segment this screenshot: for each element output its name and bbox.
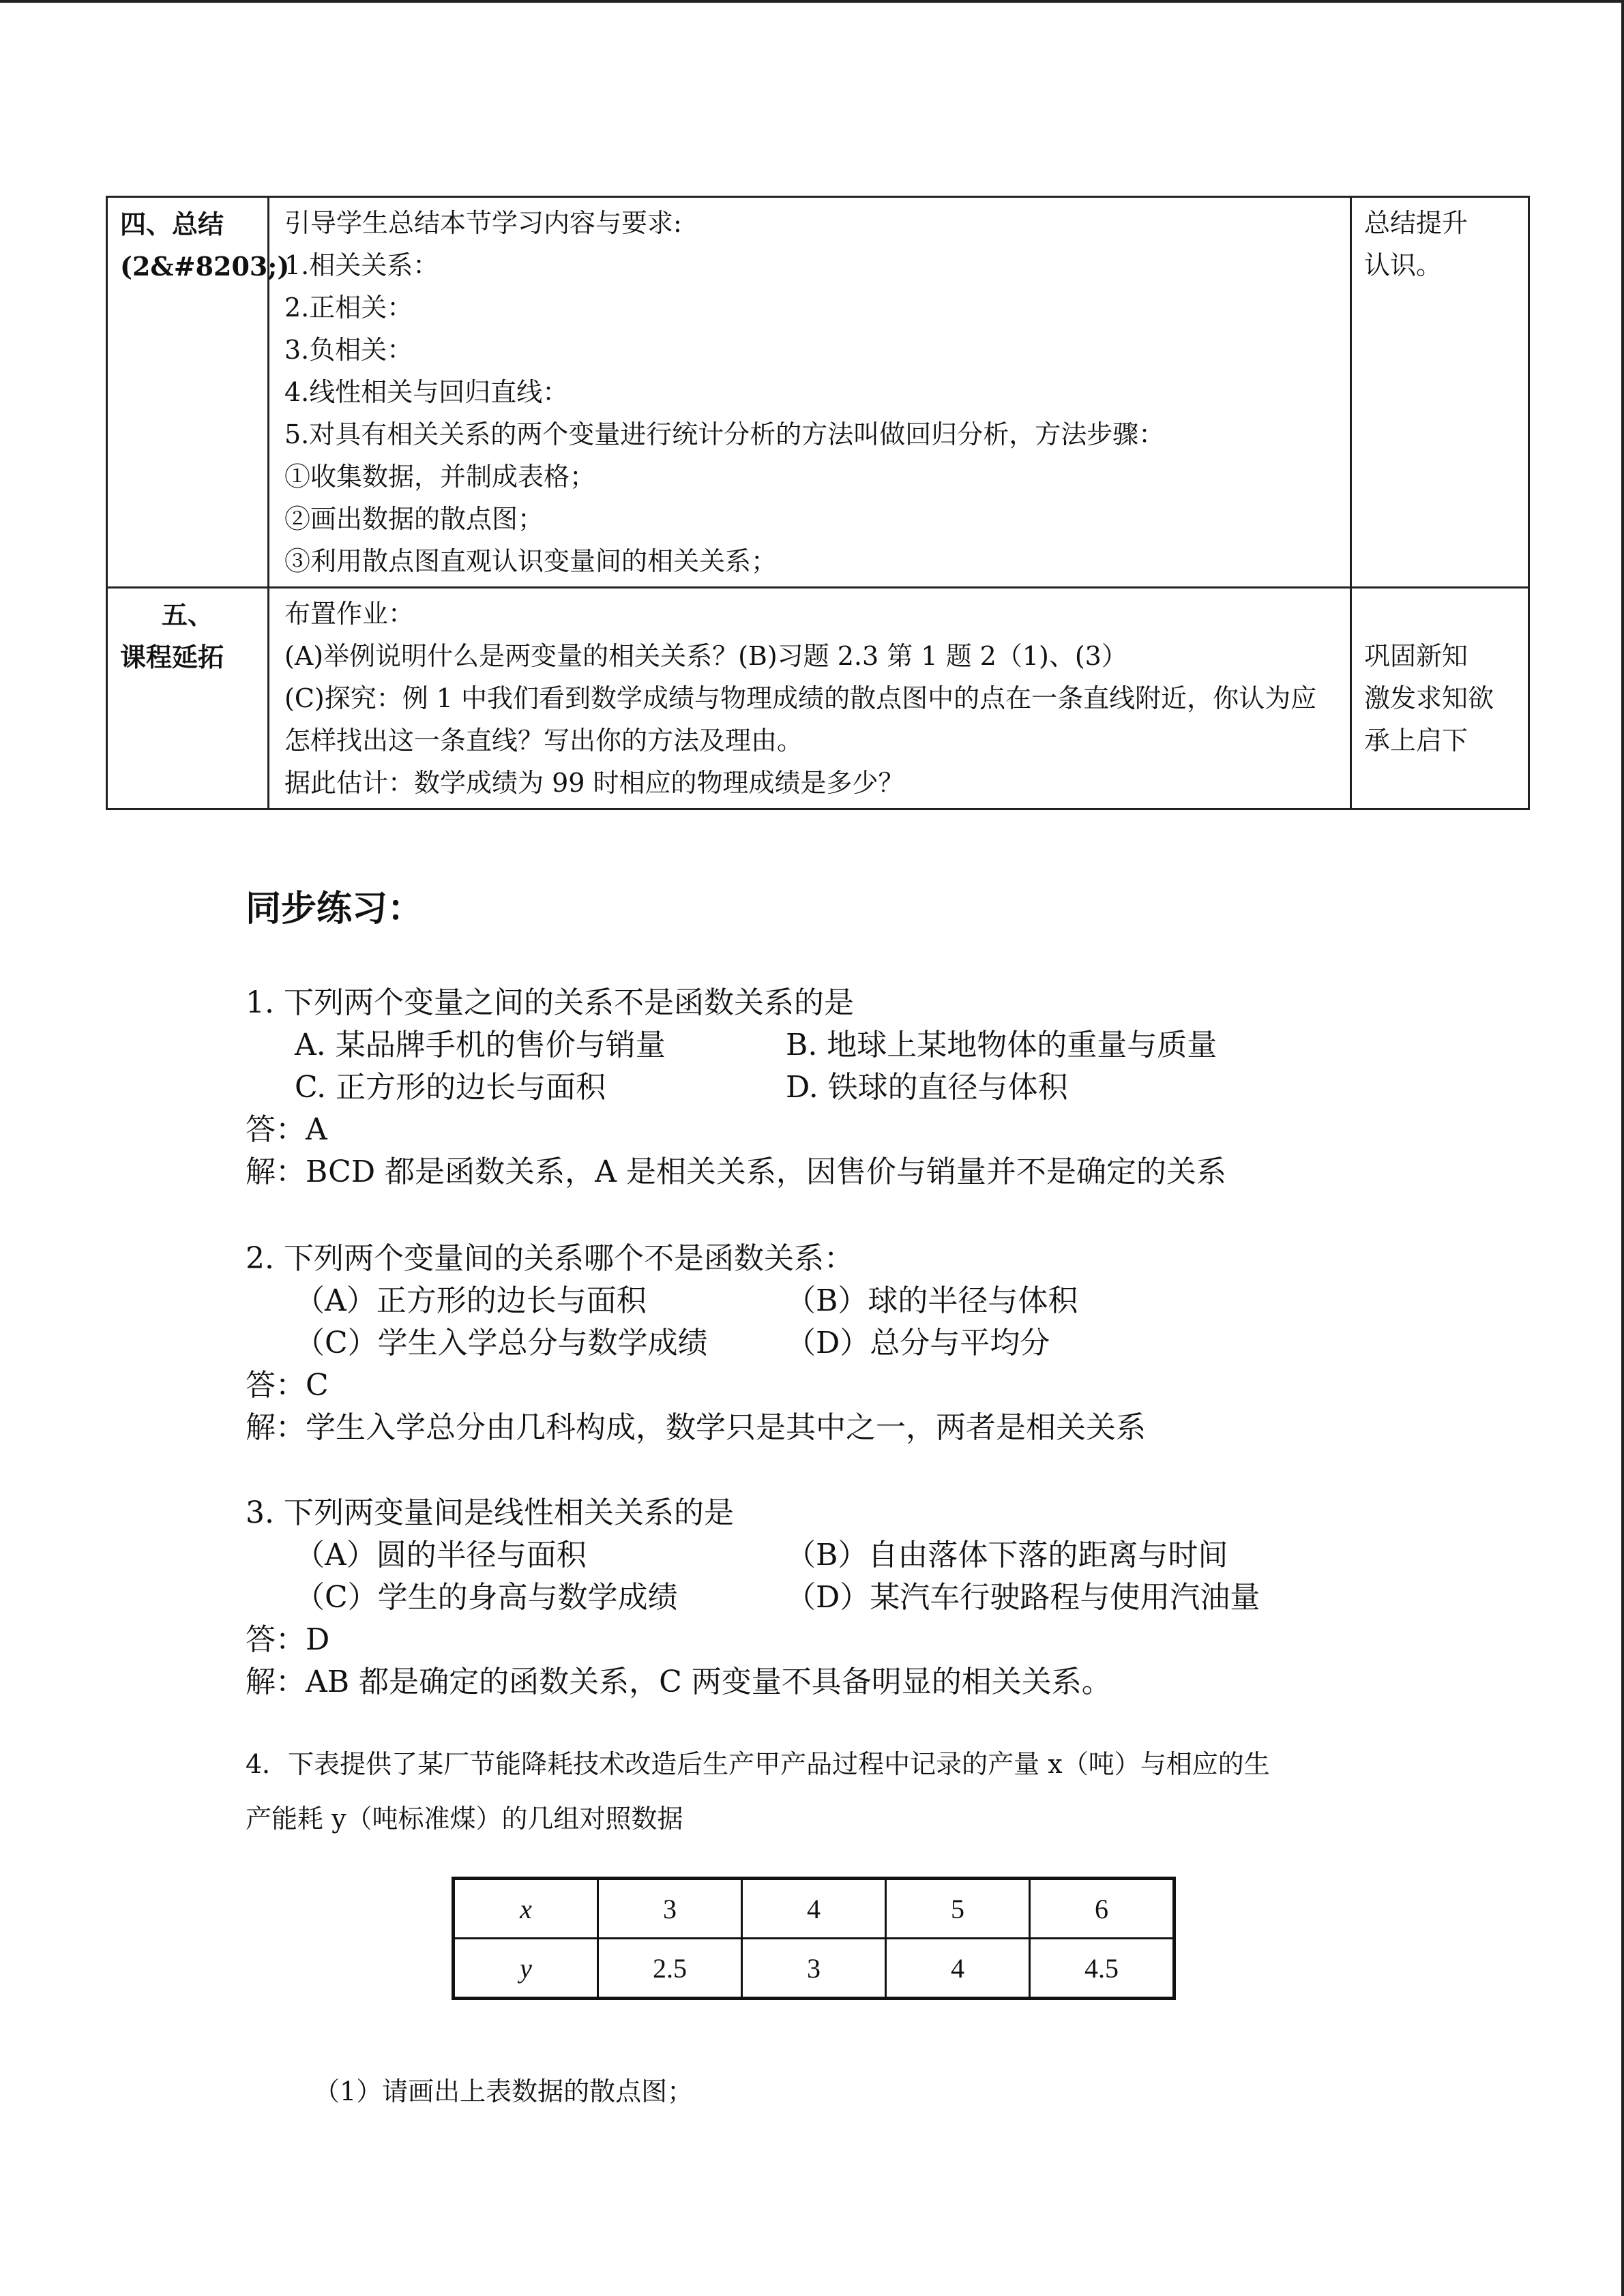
option: （B）自由落体下落的距离与时间: [786, 1538, 1228, 1572]
table-cell: 4.5: [1030, 1939, 1175, 1999]
content-line: 引导学生总结本节学习内容与要求:: [284, 208, 682, 238]
table-cell: 6: [1030, 1879, 1175, 1939]
lesson-plan-table: [106, 196, 1530, 810]
table-cell: y: [454, 1939, 598, 1999]
solution: 解：学生入学总分由几科构成，数学只是其中之一，两者是相关关系: [246, 1410, 1146, 1445]
option: （D）总分与平均分: [786, 1326, 1050, 1360]
question-stem: 3. 下列两变量间是线性相关关系的是: [246, 1495, 734, 1530]
table-cell: 2.5: [598, 1939, 742, 1999]
content-line: 5.对具有相关关系的两个变量进行统计分析的方法叫做回归分析，方法步骤：: [284, 419, 1165, 449]
page-border-right: [1621, 0, 1624, 2296]
options-row: [246, 1534, 1541, 1577]
question-2: [246, 1238, 1541, 1449]
solution: 解：BCD 都是函数关系，A 是相关关系，因售价与销量并不是确定的关系: [246, 1154, 1226, 1189]
content-line: (A)举例说明什么是两变量的相关关系？(B)习题 2.3 第 1 题 2（1)、(3）: [284, 641, 1127, 671]
page-border-top: [0, 0, 1624, 3]
question-1: [246, 982, 1541, 1193]
option: D. 铁球的直径与体积: [786, 1070, 1068, 1105]
stage-line: 五、: [161, 599, 213, 630]
option: A. 某品牌手机的售价与销量: [295, 1028, 666, 1062]
answer: 答：C: [246, 1368, 329, 1403]
content-line: 2.正相关：: [284, 293, 413, 323]
answer: 答：D: [246, 1622, 330, 1657]
content-line: 布置作业：: [284, 599, 415, 629]
options-row: [246, 1577, 1541, 1619]
question-stem: 4．下表提供了某厂节能降耗技术改造后生产甲产品过程中记录的产量 x（吨）与相应的生: [246, 1749, 1270, 1779]
note-cell: [1351, 197, 1529, 588]
question-4: [246, 1746, 1541, 1837]
table-cell: 4: [886, 1939, 1030, 1999]
solution: 解：AB 都是确定的函数关系，C 两变量不具备明显的相关关系。: [246, 1665, 1112, 1699]
note-line: 总结提升: [1364, 208, 1468, 238]
stage-line: (2&#8203;): [120, 251, 290, 282]
option: （A）正方形的边长与面积: [295, 1283, 647, 1318]
section-title: 同步练习：: [246, 888, 424, 929]
note-line: 激发求知欲: [1364, 683, 1494, 713]
content-line: (C)探究：例 1 中我们看到数学成绩与物理成绩的散点图中的点在一条直线附近，你认为应怎样找出这一条直线？写出你的方法及理由。: [284, 683, 1317, 756]
content-cell: [269, 588, 1351, 809]
option: （A）圆的半径与面积: [295, 1538, 587, 1572]
stage-line: 四、总结: [120, 209, 224, 239]
table-cell: x: [454, 1879, 598, 1939]
content-cell: [269, 197, 1351, 588]
option: B. 地球上某地物体的重量与质量: [786, 1028, 1217, 1062]
stage-cell: [107, 197, 290, 588]
table-cell: 4: [742, 1879, 886, 1939]
content-line: ③利用散点图直观认识变量间的相关关系；: [284, 546, 778, 576]
table-cell: 3: [598, 1879, 742, 1939]
option: C. 正方形的边长与面积: [295, 1070, 606, 1105]
content-line: 4.线性相关与回归直线：: [284, 377, 569, 407]
question-stem: 1. 下列两个变量之间的关系不是函数关系的是: [246, 985, 854, 1020]
table-row: [454, 1879, 1175, 1939]
question-stem-continued: 产能耗 y（吨标准煤）的几组对照数据: [246, 1804, 683, 1834]
note-line: 巩固新知: [1364, 641, 1468, 671]
option: （C）学生的身高与数学成绩: [295, 1580, 678, 1615]
option: （D）某汽车行驶路程与使用汽油量: [786, 1580, 1260, 1615]
option: （B）球的半径与体积: [786, 1283, 1078, 1318]
options-row: [246, 1280, 1541, 1322]
table-row: [454, 1939, 1175, 1999]
plan-row-summary: [107, 197, 1529, 588]
note-line: 认识。: [1364, 250, 1443, 280]
note-cell: [1351, 588, 1529, 809]
option: （C）学生入学总分与数学成绩: [295, 1326, 708, 1360]
content-line: 1.相关关系：: [284, 250, 439, 280]
options-row: [246, 1322, 1541, 1365]
sub-question-1: （1）请画出上表数据的散点图；: [314, 2076, 694, 2106]
options-row: [246, 1024, 1541, 1067]
note-line: [1364, 593, 1516, 635]
content-line: ①收集数据，并制成表格；: [284, 462, 596, 492]
content-line: 3.负相关：: [284, 335, 413, 365]
note-line: 承上启下: [1364, 726, 1468, 756]
answer: 答：A: [246, 1112, 327, 1147]
table-cell: 3: [742, 1939, 886, 1999]
stage-cell: [107, 588, 269, 809]
data-table: [452, 1877, 1176, 2000]
question-3: [246, 1492, 1541, 1703]
options-row: [246, 1067, 1541, 1109]
stage-line: 课程延拓: [120, 642, 224, 672]
table-cell: 5: [886, 1879, 1030, 1939]
question-stem: 2. 下列两个变量间的关系哪个不是函数关系：: [246, 1241, 854, 1276]
plan-row-extension: [107, 588, 1529, 809]
content-line: 据此估计：数学成绩为 99 时相应的物理成绩是多少？: [284, 768, 904, 798]
content-line: ②画出数据的散点图；: [284, 504, 544, 534]
